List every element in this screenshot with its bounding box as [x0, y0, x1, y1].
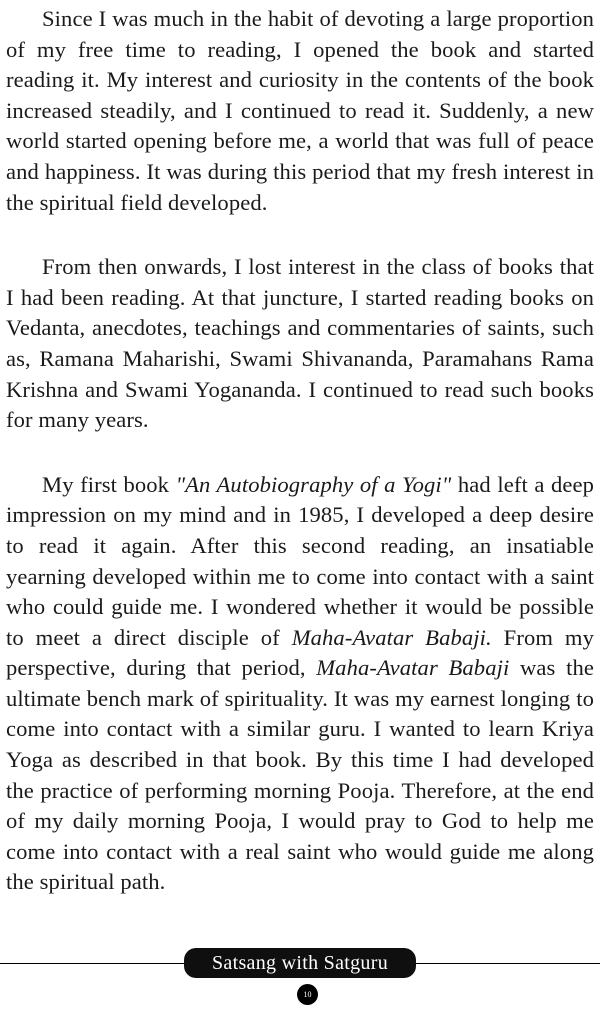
paragraph-3-text-c: From my perspective, during that period,	[6, 624, 594, 681]
paragraph-2	[6, 252, 594, 436]
page-body	[6, 4, 594, 932]
paragraph-3-text-b: had left a deep impression on my mind and in 1985, I developed a deep desire to read it again. After this second reading, an insatiable yearning developed within me to come into contact with a saint who could guide me. I wondered whether it would be possible to meet a direct disciple of	[6, 471, 594, 650]
paragraph-1	[6, 4, 594, 218]
babaji-name-italic-2: Maha-Avatar Babaji	[316, 655, 510, 681]
book-title-italic: "An Autobiography of a Yogi"	[175, 471, 452, 497]
paragraph-2-text: From then onwards, I lost interest in the class of books that I had been reading. At that juncture, I started reading books on Vedanta, anecdotes, teachings and commentaries of saints, such as, Ramana Maharishi, Swami Shivananda, Paramahans Rama Krishna and Swami Yogananda. I continued to read such books for many years.	[6, 254, 594, 433]
paragraph-3	[6, 470, 594, 898]
paragraph-3-text-a: My first book	[42, 471, 176, 497]
babaji-name-italic-1: Maha-Avatar Babaji.	[291, 624, 492, 650]
footer-book-title: Satsang with Satguru	[184, 948, 416, 978]
page-number-badge: 10	[297, 984, 318, 1005]
paragraph-3-text-d: was the ultimate bench mark of spirituality. It was my earnest longing to come into contact with a similar guru. I wanted to learn Kriya Yoga as described in that book. By this time I had developed the practice of performing morning Pooja. Therefore, at the end of my daily morning Pooja, I would pray to God to help me come into contact with a real saint who would guide me along the spiritual path.	[6, 655, 594, 895]
paragraph-1-text: Since I was much in the habit of devoting a large proportion of my free time to reading, I opened the book and started reading it. My interest and curiosity in the contents of the book increased steadily, and I continued to read it. Suddenly, a new world started opening before me, a world that was full of peace and happiness. It was during this period that my fresh interest in the spiritual field developed.	[6, 6, 594, 215]
